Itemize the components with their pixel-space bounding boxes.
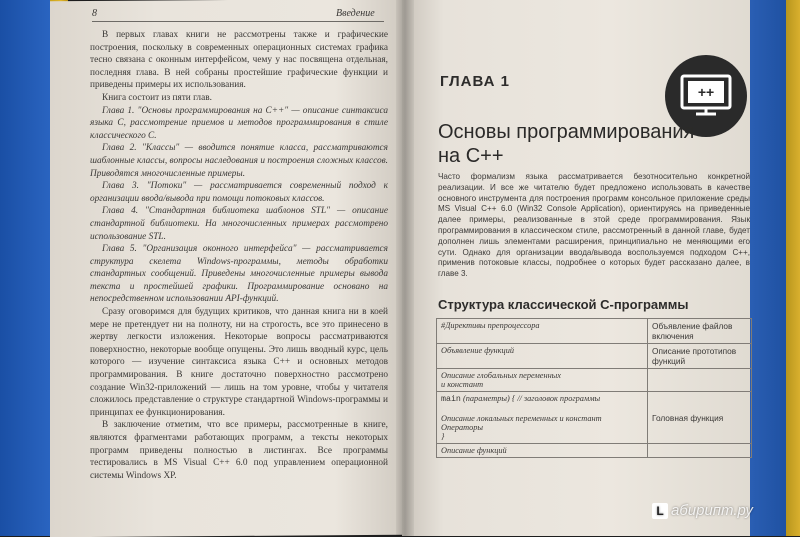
chapter-intro: Часто формализм языка рассматривается безотносительно конкретной реализации. И все же читателю будет предложено использовать в качестве основного инструмента для построения программ консольное приложение среды MS Visual C++ 6.0 (Win32 Console Application), ориентируясь на приведенные далее примеры, реализованные в этой среде программирования. Язык программирования в классическом стиле, рассмотренный в данной главе, будет дополнен лишь элементами расширения, принципиально не меняющими его сути. Однако для организации ввода/вывода воспользуемся подходом C++, применив потоковые классы, подробнее о которых будет рассказано далее, в главе 3. (438, 172, 750, 279)
icon-text: ++ (697, 84, 715, 100)
main-keyword: main (441, 395, 461, 404)
table-cell (437, 392, 648, 444)
paragraph-chapter-4: Глава 4. "Стандартная библиотека шаблонов STL" — описание стандартной библиотеки. На многочисленных примерах рассмотрено использование STL. (90, 206, 388, 242)
chapter-title-line1: Основы программирования (438, 121, 695, 143)
header-rule (92, 21, 384, 22)
table-cell: Головная функция (648, 392, 752, 444)
book-cover-right-yellow (786, 0, 800, 536)
table-row (437, 369, 752, 392)
table-line: и констант (441, 380, 484, 389)
program-structure-table (436, 318, 752, 458)
table-line: } (441, 432, 445, 441)
table-cell (648, 369, 752, 392)
running-head: Введение (336, 8, 375, 19)
paragraph-chapter-3: Глава 3. "Потоки" — рассматривается современный подход к организации ввода/вывода при помощи потоковых классов. (90, 181, 388, 204)
left-page-body (90, 29, 388, 482)
page-number: 8 (92, 8, 97, 19)
table-line: Описание локальных переменных и констант (441, 414, 602, 423)
book-cover-left-blue (0, 0, 50, 536)
paragraph-chapter-5: Глава 5. "Организация оконного интерфейса" — рассматривается структура скелета Windows-программы, методы обработки стандартных сообщений. Приведены многочисленные примеры вывода текста и простейшей графики. Программирование основано на непосредственном использовании API-функций. (90, 244, 388, 305)
table-line: Описание глобальных переменных (441, 371, 561, 380)
table-cell: Объявление файлов включения (648, 319, 752, 344)
paragraph-conclusion: В заключение отметим, что все примеры, рассмотренные в книге, являются фрагментами работающих программ, а тексты некоторых программ приведены полностью в листингах. Все программы тестировались в MS Visual C++ 6.0 под управлением операционной системы Windows XP. (90, 420, 388, 481)
book-gutter-shadow (396, 0, 414, 536)
table-cell: Описание функций (437, 444, 648, 458)
table-row (437, 319, 752, 344)
chapter-title (438, 120, 694, 168)
table-cell (648, 444, 752, 458)
table-cell (437, 369, 648, 392)
table-row (437, 392, 752, 444)
paragraph-graphics: В первых главах книги не рассмотрены также и графические построения, поскольку в современных операционных системах графика тесно связана с оконным интерфейсом, чему у нас посвящена отдельная, последняя глава. В ней собраны простейшие графические функции и приведены примеры их использования. (90, 30, 388, 91)
table-line (441, 394, 643, 404)
chapter-title-line2: на C++ (438, 145, 504, 167)
table-cell: #Директивы препроцессора (437, 319, 648, 344)
table-line: Операторы (441, 423, 484, 432)
paragraph-five-chapters: Книга состоит из пяти глав. (102, 92, 212, 103)
main-signature: (параметры) { // заголовок программы (463, 394, 601, 403)
watermark-text: абирипт.ру (671, 502, 753, 519)
table-row (437, 444, 752, 458)
paragraph-chapter-1: Глава 1. "Основы программирования на C++" — описание синтаксиса языка С, рассмотрение приемов и методов программирования в стиле классического С. (90, 105, 388, 141)
paragraph-critics: Сразу оговоримся для будущих критиков, что данная книга ни в коей мере не претендует ни на полноту, ни на строгость, все это принесено в жертву легкости изложения. Некоторые вопросы рассматриваются поверхностно, некоторые вообще опущены. Это лишь вводный курс, цель которого — изучение синтаксиса языка C++ и основных методов программирования. В книге достаточно поверхностно рассмотрено создание Win32-приложений — лишь на том уровне, чтобы у читателя сложилось представление о структуре стандартной Windows-программы и принципах ее функционирования. (90, 307, 388, 418)
chapter-label: ГЛАВА 1 (440, 73, 510, 90)
watermark-logo-icon: L (652, 503, 668, 519)
table-cell: Описание прототипов функций (648, 344, 752, 369)
table-cell: Объявление функций (437, 344, 648, 369)
watermark (652, 502, 753, 519)
paragraph-chapter-2: Глава 2. "Классы" — вводится понятие класса, рассматриваются шаблонные классы, вопросы наследования и построения сложных классов. Приводятся многочисленные примеры. (90, 143, 388, 179)
section-title: Структура классической С-программы (438, 297, 689, 312)
table-row (437, 344, 752, 369)
